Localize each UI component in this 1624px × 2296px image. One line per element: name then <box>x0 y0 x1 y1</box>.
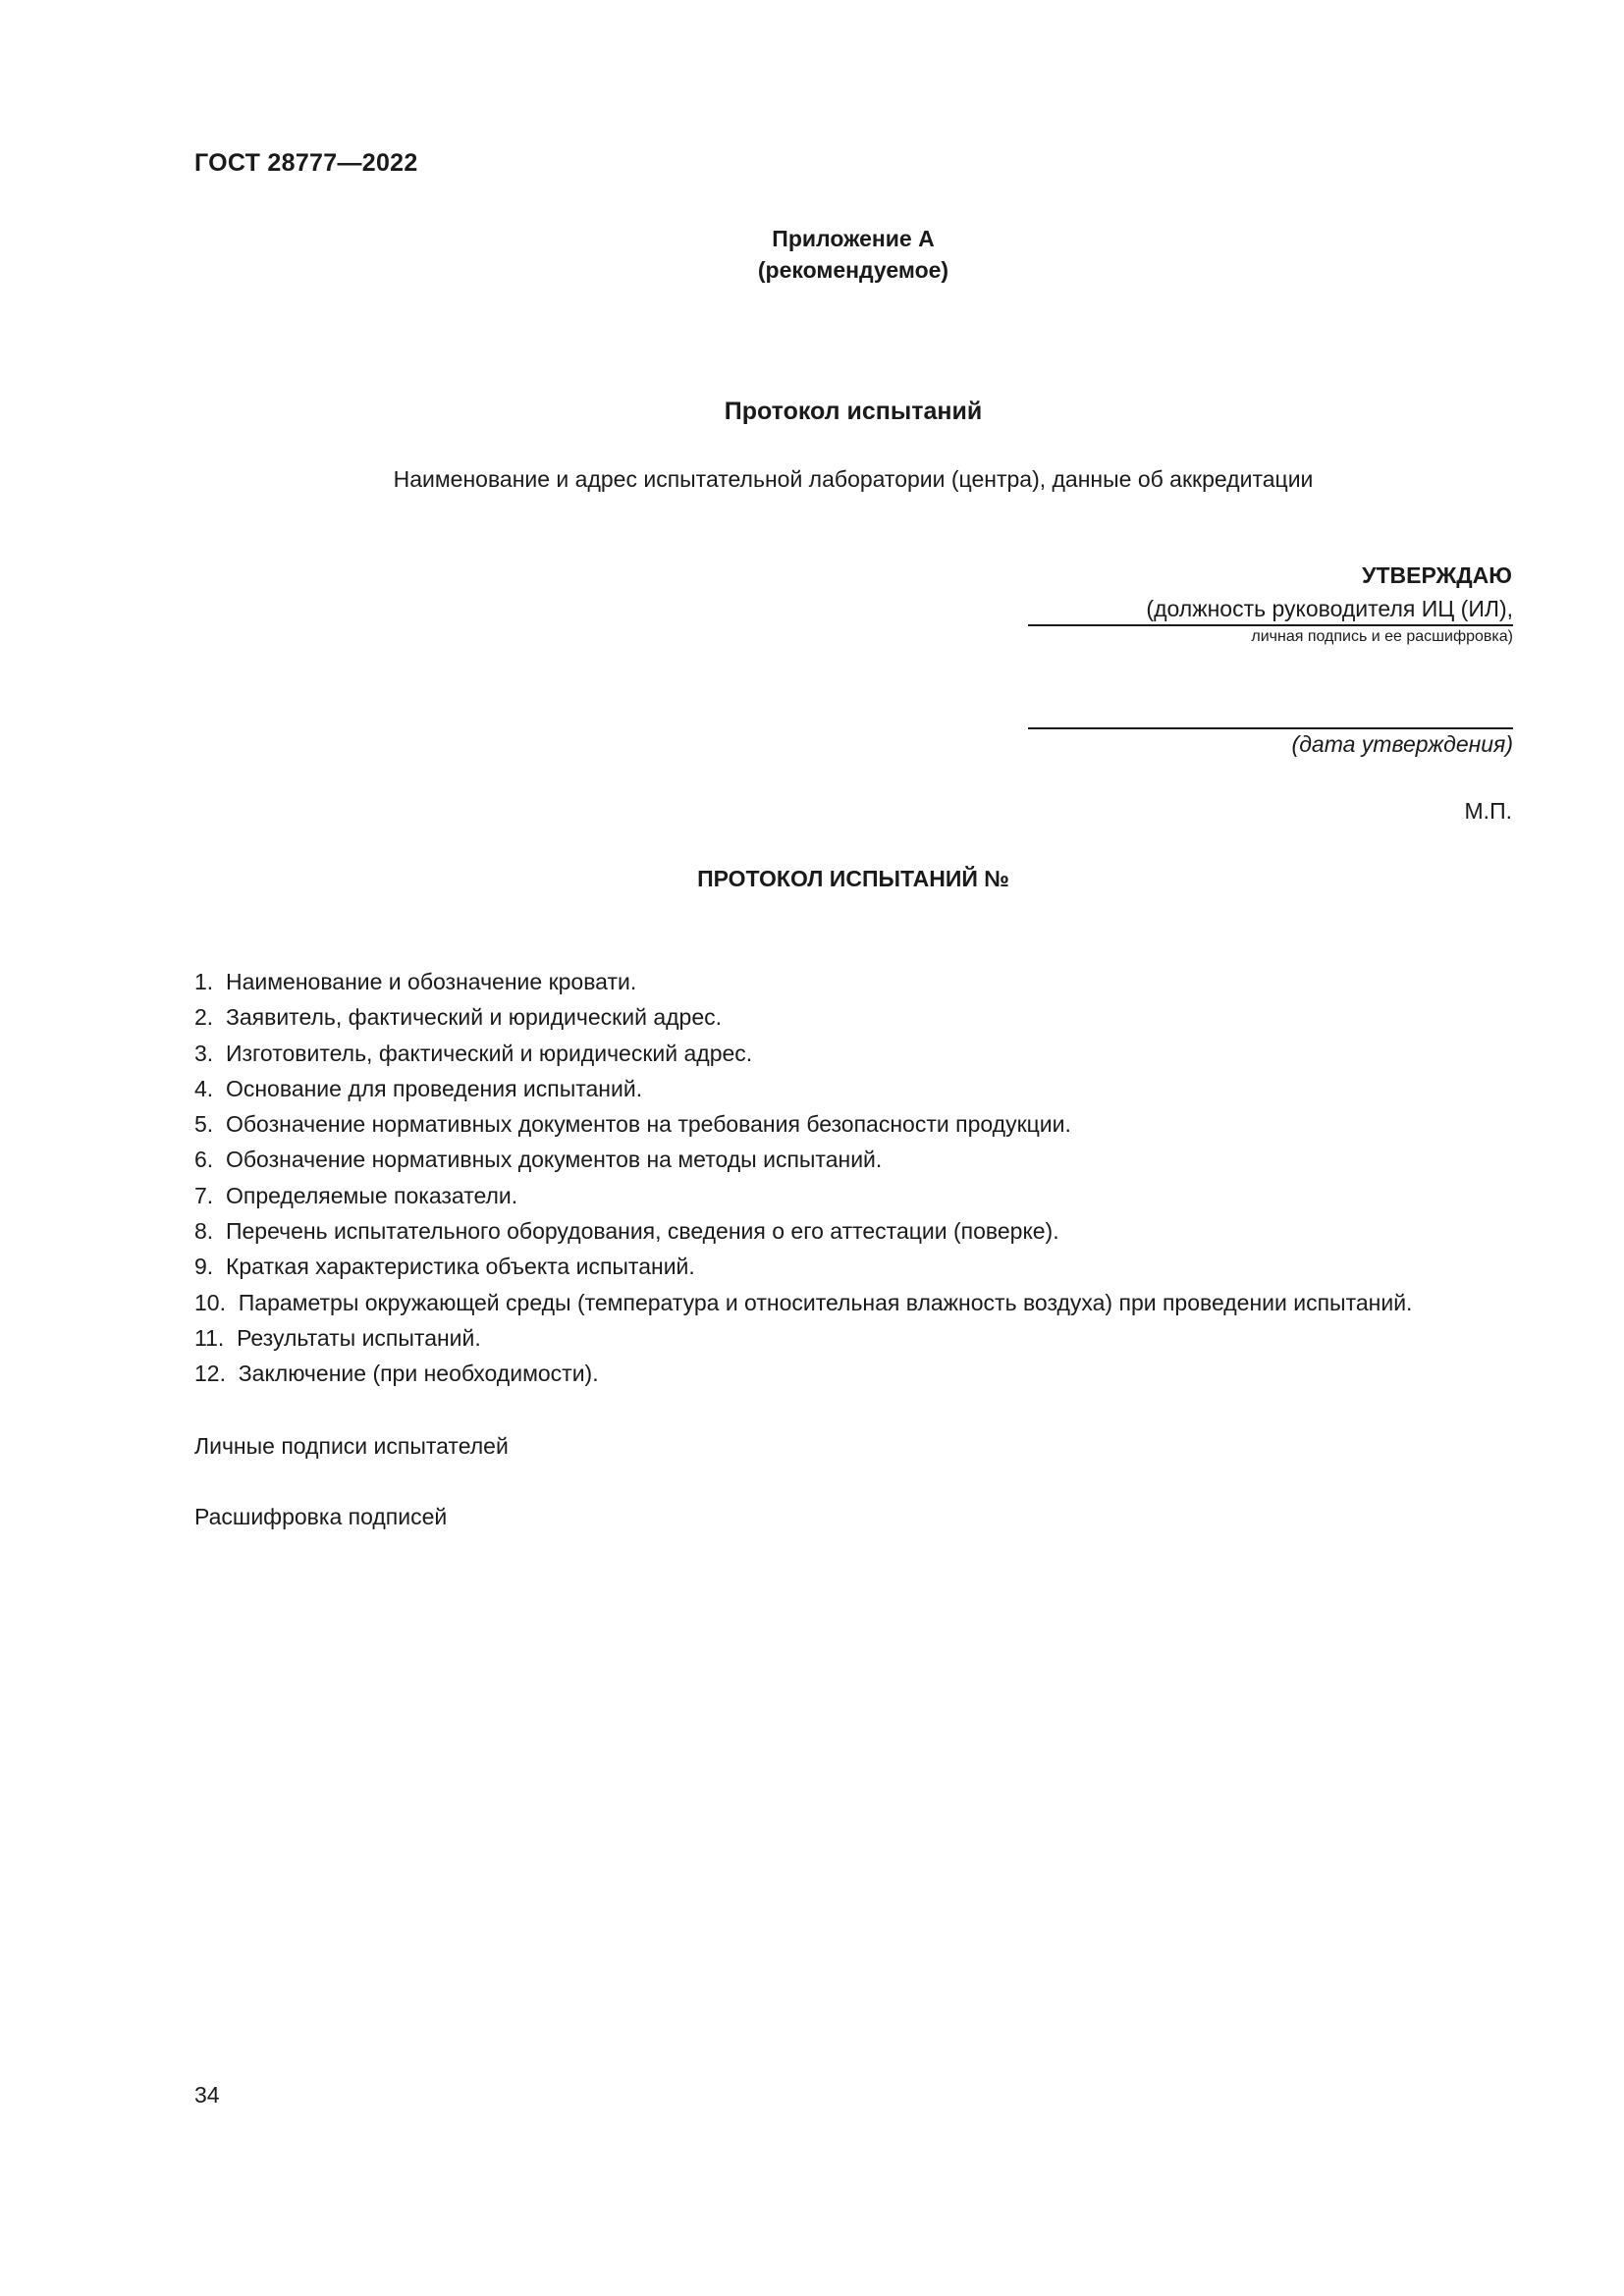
item-number: 10. <box>194 1289 226 1315</box>
list-item <box>194 1358 1530 1393</box>
item-number: 11. <box>194 1324 225 1351</box>
approval-position-line: (должность руководителя ИЦ (ИЛ), <box>1028 595 1513 626</box>
item-text: Обозначение нормативных документов на требования безопасности продукции. <box>225 1111 1071 1138</box>
item-text: Основание для проведения испытаний. <box>225 1075 643 1101</box>
item-number: 2. <box>194 1004 214 1031</box>
approval-date-line: (дата утверждения) <box>1028 727 1513 758</box>
item-number: 9. <box>194 1254 214 1280</box>
annex-title: Приложение А <box>772 226 935 251</box>
item-number: 3. <box>194 1040 214 1066</box>
item-text: Определяемые показатели. <box>225 1182 518 1208</box>
item-text: Наименование и обозначение кровати. <box>225 969 637 994</box>
list-item <box>194 1251 1530 1286</box>
testers-signatures-label: Личные подписи испытателей <box>194 1433 509 1459</box>
signatures-decoding-label: Расшифровка подписей <box>194 1504 448 1529</box>
item-number: 12. <box>194 1361 226 1387</box>
item-text: Результаты испытаний. <box>237 1324 481 1351</box>
approval-heading: УТВЕРЖДАЮ <box>1362 562 1512 588</box>
item-text: Краткая характеристика объекта испытаний. <box>225 1254 695 1280</box>
list-item <box>194 1287 1530 1322</box>
item-text: Изготовитель, фактический и юридический адрес. <box>225 1040 753 1066</box>
item-number: 8. <box>194 1218 214 1245</box>
annex-status: (рекомендуемое) <box>757 257 949 283</box>
item-text: Обозначение нормативных документов на методы испытаний. <box>225 1147 883 1173</box>
item-text: Заключение (при необходимости). <box>238 1361 599 1387</box>
document-code: ГОСТ 28777—2022 <box>194 149 418 177</box>
list-item <box>194 1038 1530 1073</box>
list-item <box>194 966 1530 1001</box>
list-item <box>194 1180 1530 1215</box>
item-number: 5. <box>194 1111 214 1138</box>
item-number: 4. <box>194 1075 214 1101</box>
item-text: Параметры окружающей среды (температура и относительная влажность воздуха) при проведении испытаний. <box>238 1289 1413 1315</box>
lab-name-line: Наименование и адрес испытательной лаборатории (центра), данные об аккредитации <box>393 466 1314 492</box>
item-text: Заявитель, фактический и юридический адрес. <box>225 1004 723 1031</box>
item-number: 6. <box>194 1147 214 1173</box>
approval-signature-caption: личная подпись и ее расшифровка) <box>1251 628 1513 645</box>
list-item <box>194 1322 1530 1358</box>
section-title: Протокол испытаний <box>724 398 983 425</box>
approval-position-block <box>1028 595 1513 647</box>
protocol-items-list <box>194 966 1530 1394</box>
list-item <box>194 1215 1530 1251</box>
item-number: 7. <box>194 1182 214 1208</box>
item-number: 1. <box>194 969 214 994</box>
list-item <box>194 1001 1530 1037</box>
page-number: 34 <box>194 2082 220 2108</box>
list-item <box>194 1108 1530 1144</box>
stamp-place-label: М.П. <box>1464 798 1512 824</box>
list-item <box>194 1144 1530 1179</box>
list-item <box>194 1073 1530 1108</box>
item-text: Перечень испытательного оборудования, сведения о его аттестации (поверке). <box>225 1218 1059 1245</box>
protocol-number-title: ПРОТОКОЛ ИСПЫТАНИЙ № <box>697 866 1009 891</box>
